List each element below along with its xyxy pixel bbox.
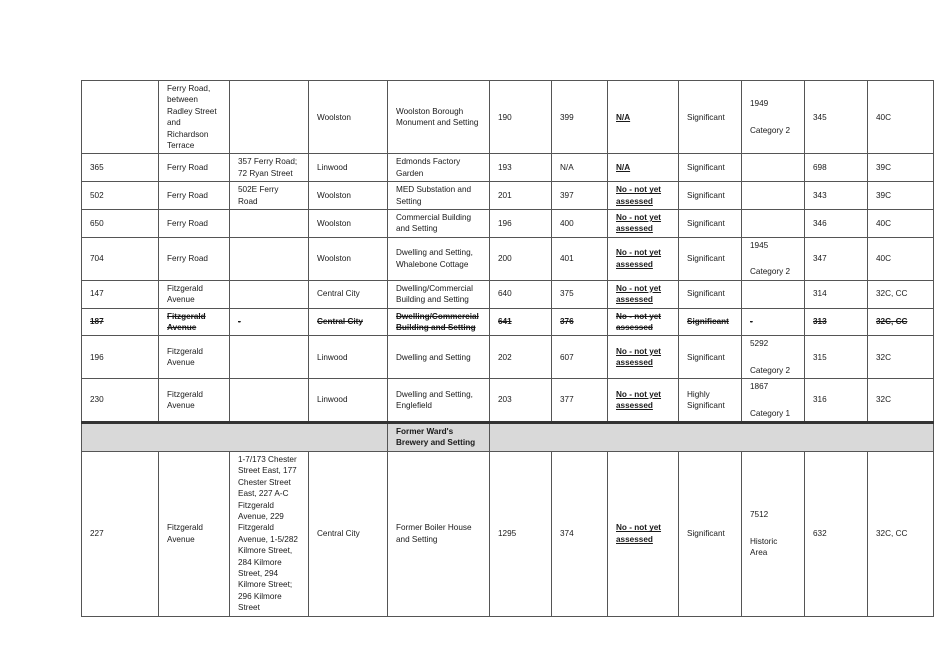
cell-number <box>82 81 159 154</box>
cell-planning-map: 32C <box>868 336 934 379</box>
cell-other-address: 502E Ferry Road <box>230 182 309 210</box>
cell-heritage-id: 193 <box>490 154 552 182</box>
cell-reference: 343 <box>805 182 868 210</box>
cell-hnzpt-status: No - not yet assessed <box>608 210 679 238</box>
cell-description: Dwelling/Commercial Building and Setting <box>388 280 490 308</box>
cell-suburb: Linwood <box>309 154 388 182</box>
cell-street: Ferry Road <box>159 210 230 238</box>
cell-description: Dwelling/Commercial Building and Setting <box>388 308 490 336</box>
cell-heritage-id: 190 <box>490 81 552 154</box>
cell-heritage-id: 202 <box>490 336 552 379</box>
cell-hnz-listing <box>742 379 805 423</box>
hnz-number: 1949 <box>750 99 769 109</box>
hnz-category: Historic Area <box>750 536 778 557</box>
cell-suburb: Central City <box>309 308 388 336</box>
cell-reference: 347 <box>805 237 868 280</box>
cell-significance: Significant <box>679 210 742 238</box>
cell-other-address: - <box>230 308 309 336</box>
cell-street: Fitzgerald Avenue <box>159 336 230 379</box>
cell-number: 365 <box>82 154 159 182</box>
group-spacer <box>82 422 388 451</box>
cell-other-address <box>230 210 309 238</box>
table-row <box>82 81 934 154</box>
cell-planning-map: 32C, CC <box>868 451 934 616</box>
cell-assessment-id: 607 <box>552 336 608 379</box>
cell-planning-map: 40C <box>868 237 934 280</box>
cell-heritage-id: 641 <box>490 308 552 336</box>
cell-heritage-id: 200 <box>490 237 552 280</box>
cell-suburb: Woolston <box>309 182 388 210</box>
cell-significance: Significant <box>679 308 742 336</box>
cell-reference: 316 <box>805 379 868 423</box>
hnz-number: 1867 <box>750 382 769 392</box>
cell-heritage-id: 1295 <box>490 451 552 616</box>
cell-planning-map: 40C <box>868 210 934 238</box>
cell-hnz-listing <box>742 237 805 280</box>
cell-hnzpt-status: No - not yet assessed <box>608 308 679 336</box>
table-row <box>82 154 934 182</box>
cell-other-address <box>230 81 309 154</box>
cell-hnzpt-status: No - not yet assessed <box>608 182 679 210</box>
cell-other-address: 1-7/173 Chester Street East, 177 Chester Street East, 227 A-C Fitzgerald Avenue, 229 Fitzgerald Avenue, 1-5/282 Kilmore Street, 284 Kilmore Street, 294 Kilmore Street; 296 Kilmore Street <box>230 451 309 616</box>
cell-hnz-listing <box>742 154 805 182</box>
hnz-number: 5292 <box>750 339 769 349</box>
cell-hnzpt-status: No - not yet assessed <box>608 237 679 280</box>
group-title: Former Ward's Brewery and Setting <box>388 422 490 451</box>
table-row <box>82 182 934 210</box>
cell-hnzpt-status: No - not yet assessed <box>608 379 679 423</box>
cell-planning-map: 32C, CC <box>868 308 934 336</box>
cell-heritage-id: 203 <box>490 379 552 423</box>
cell-planning-map: 39C <box>868 182 934 210</box>
cell-hnz-listing <box>742 336 805 379</box>
heritage-schedule-table <box>81 80 934 617</box>
cell-hnzpt-status: No - not yet assessed <box>608 280 679 308</box>
table-row <box>82 280 934 308</box>
cell-other-address <box>230 237 309 280</box>
cell-number: 187 <box>82 308 159 336</box>
cell-significance: Significant <box>679 280 742 308</box>
cell-description: MED Substation and Setting <box>388 182 490 210</box>
cell-number: 196 <box>82 336 159 379</box>
cell-other-address: 357 Ferry Road; 72 Ryan Street <box>230 154 309 182</box>
cell-description: Woolston Borough Monument and Setting <box>388 81 490 154</box>
hnz-number: 7512 <box>750 510 769 520</box>
cell-street: Ferry Road <box>159 154 230 182</box>
cell-description: Edmonds Factory Garden <box>388 154 490 182</box>
cell-significance: Significant <box>679 336 742 379</box>
table-row <box>82 210 934 238</box>
cell-street: Ferry Road <box>159 237 230 280</box>
table-row <box>82 237 934 280</box>
cell-significance: Significant <box>679 81 742 154</box>
table-body <box>82 81 934 423</box>
cell-suburb: Woolston <box>309 81 388 154</box>
cell-description: Dwelling and Setting <box>388 336 490 379</box>
cell-other-address <box>230 280 309 308</box>
cell-reference: 345 <box>805 81 868 154</box>
cell-street: Fitzgerald Avenue <box>159 379 230 423</box>
cell-description: Dwelling and Setting, Englefield <box>388 379 490 423</box>
cell-significance: Significant <box>679 154 742 182</box>
hnz-category: Category 1 <box>750 408 791 418</box>
cell-reference: 698 <box>805 154 868 182</box>
cell-planning-map: 32C <box>868 379 934 423</box>
cell-suburb: Woolston <box>309 237 388 280</box>
cell-hnzpt-status: N/A <box>608 81 679 154</box>
cell-hnzpt-status: No - not yet assessed <box>608 451 679 616</box>
cell-street: Fitzgerald Avenue <box>159 451 230 616</box>
cell-number: 704 <box>82 237 159 280</box>
hnz-number: - <box>750 317 753 327</box>
cell-significance: Highly Significant <box>679 379 742 423</box>
cell-assessment-id: N/A <box>552 154 608 182</box>
cell-description: Former Boiler House and Setting <box>388 451 490 616</box>
cell-hnz-listing <box>742 210 805 238</box>
cell-assessment-id: 375 <box>552 280 608 308</box>
cell-hnz-listing <box>742 451 805 616</box>
table-row <box>82 379 934 423</box>
cell-street: Fitzgerald Avenue <box>159 308 230 336</box>
cell-planning-map: 40C <box>868 81 934 154</box>
cell-street: Ferry Road <box>159 182 230 210</box>
cell-number: 650 <box>82 210 159 238</box>
cell-hnzpt-status: N/A <box>608 154 679 182</box>
cell-suburb: Woolston <box>309 210 388 238</box>
cell-reference: 315 <box>805 336 868 379</box>
cell-suburb: Linwood <box>309 336 388 379</box>
cell-hnz-listing <box>742 81 805 154</box>
cell-heritage-id: 196 <box>490 210 552 238</box>
cell-description: Commercial Building and Setting <box>388 210 490 238</box>
cell-hnz-listing <box>742 308 805 336</box>
cell-significance: Significant <box>679 451 742 616</box>
group-spacer-right <box>490 422 934 451</box>
hnz-number: 1945 <box>750 240 769 250</box>
cell-number: 227 <box>82 451 159 616</box>
cell-reference: 314 <box>805 280 868 308</box>
cell-street: Fitzgerald Avenue <box>159 280 230 308</box>
cell-assessment-id: 377 <box>552 379 608 423</box>
cell-assessment-id: 397 <box>552 182 608 210</box>
cell-assessment-id: 401 <box>552 237 608 280</box>
cell-assessment-id: 399 <box>552 81 608 154</box>
cell-number: 147 <box>82 280 159 308</box>
cell-suburb: Central City <box>309 280 388 308</box>
hnz-category: Category 2 <box>750 267 791 277</box>
cell-other-address <box>230 336 309 379</box>
cell-suburb: Central City <box>309 451 388 616</box>
table-row <box>82 308 934 336</box>
cell-other-address <box>230 379 309 423</box>
cell-suburb: Linwood <box>309 379 388 423</box>
cell-hnzpt-status: No - not yet assessed <box>608 336 679 379</box>
cell-planning-map: 32C, CC <box>868 280 934 308</box>
cell-hnz-listing <box>742 182 805 210</box>
cell-assessment-id: 400 <box>552 210 608 238</box>
cell-reference: 632 <box>805 451 868 616</box>
table-row <box>82 451 934 616</box>
cell-significance: Significant <box>679 237 742 280</box>
cell-heritage-id: 201 <box>490 182 552 210</box>
cell-description: Dwelling and Setting, Whalebone Cottage <box>388 237 490 280</box>
cell-reference: 346 <box>805 210 868 238</box>
cell-reference: 313 <box>805 308 868 336</box>
cell-number: 502 <box>82 182 159 210</box>
table-row <box>82 336 934 379</box>
cell-street: Ferry Road, between Radley Street and Richardson Terrace <box>159 81 230 154</box>
cell-number: 230 <box>82 379 159 423</box>
hnz-category: Category 2 <box>750 365 791 375</box>
hnz-category: Category 2 <box>750 125 791 135</box>
cell-assessment-id: 374 <box>552 451 608 616</box>
cell-heritage-id: 640 <box>490 280 552 308</box>
cell-planning-map: 39C <box>868 154 934 182</box>
group-header-row <box>82 422 934 451</box>
cell-significance: Significant <box>679 182 742 210</box>
cell-assessment-id: 376 <box>552 308 608 336</box>
cell-hnz-listing <box>742 280 805 308</box>
